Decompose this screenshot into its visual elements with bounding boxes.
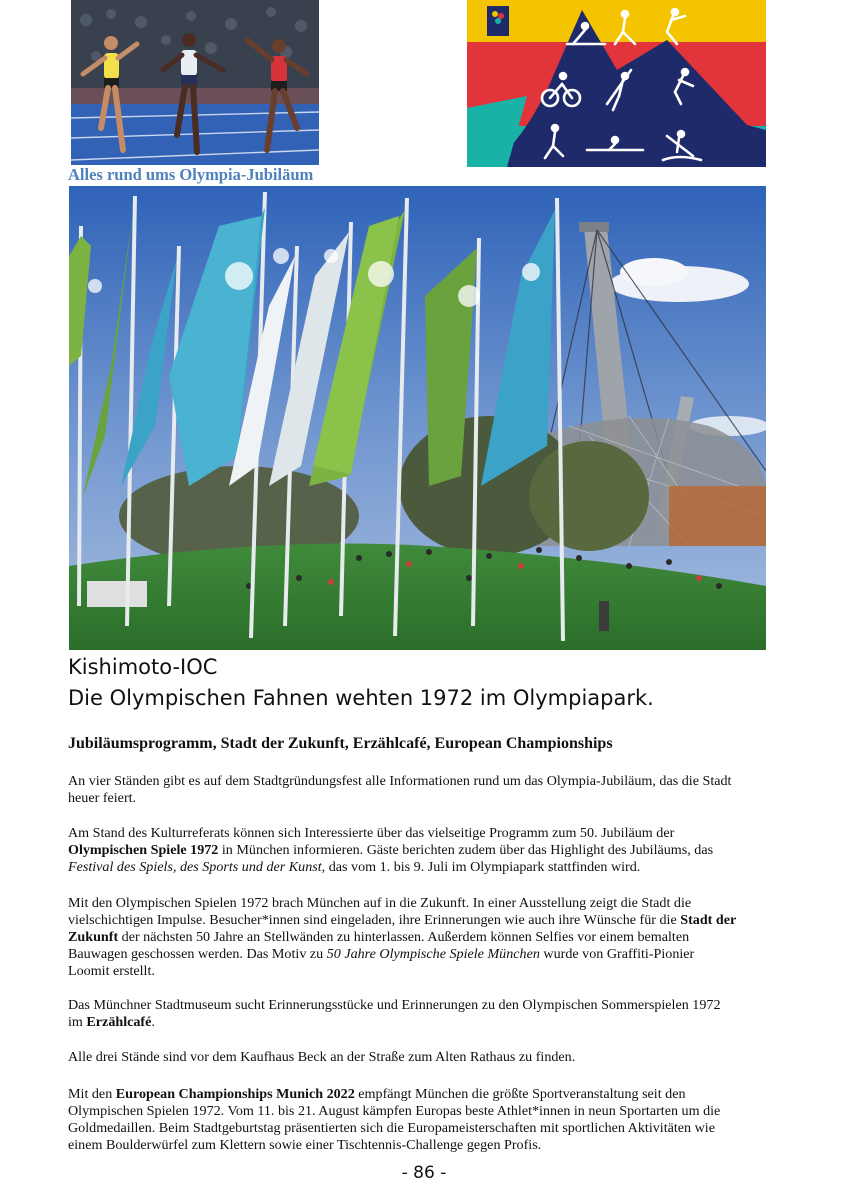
article-title: Jubiläumsprogramm, Stadt der Zukunft, Erzählcafé, European Championships: [68, 735, 613, 752]
olympic-flags-photo: [69, 186, 766, 650]
championships-poster: [467, 0, 766, 167]
paragraph-2-italic: Festival des Spiels, des Sports und der Kunst,: [68, 859, 326, 875]
paragraph-2-text: das vom 1. bis 9. Juli im Olympiapark stattfinden wird.: [325, 859, 641, 875]
caption-credit: Kishimoto-IOC: [68, 655, 218, 679]
photo-caption: [68, 652, 768, 714]
paragraph-1-text: An vier Ständen gibt es auf dem Stadtgründungsfest alle Informationen rund um das Olympia-Jubiläum, das die Stadt heuer feiert.: [68, 773, 732, 806]
page-number: - 86 -: [401, 1163, 447, 1183]
paragraph-1: [68, 773, 738, 807]
caption-text: Die Olympischen Fahnen wehten 1972 im Olympiapark.: [68, 686, 654, 710]
paragraph-3-italic: 50 Jahre Olympische Spiele München: [326, 946, 540, 962]
paragraph-3-bold: Stadt der Zukunft: [68, 912, 736, 945]
paragraph-2-text: in München informieren. Gäste berichten zudem über das Highlight des Jubiläums, das: [218, 842, 714, 858]
paragraph-3: [68, 895, 738, 980]
paragraph-4-bold: Erzählcafé: [86, 1014, 152, 1030]
sprinters-photo: [71, 0, 319, 165]
paragraph-2: [68, 825, 738, 876]
paragraph-4: [68, 997, 738, 1031]
paragraph-3-text: der nächsten 50 Jahre an Stellwänden zu hinterlassen. Außerdem können Selfies vor einem bemalten Bauwagen geschossen werden. Das Motiv zu: [68, 929, 690, 962]
paragraph-2-text: Am Stand des Kulturreferats können sich Interessierte über das vielseitige Programm zum 50. Jubiläum der: [68, 825, 675, 841]
paragraph-3-text: Mit den Olympischen Spielen 1972 brach München auf in die Zukunft. In einer Ausstellung zeigt die Stadt die vielschichtigen Impulse. Besucher*innen sind eingeladen, ihre Erinnerungen wie auch ihre Wünsche für die: [68, 895, 692, 928]
paragraph-6-bold: European Championships Munich 2022: [115, 1086, 355, 1102]
section-heading: Alles rund ums Olympia-Jubiläum: [68, 165, 314, 184]
paragraph-2-bold: Olympischen Spiele 1972: [68, 842, 219, 858]
paragraph-6-text: empfängt München die größte Sportveranstaltung seit den Olympischen Spielen 1972. Vom 11. bis 21. August kämpfen Europas beste Athlet*innen in neun Sportarten um die Goldmedaillen. Beim Stadtgeburtstag präsentierten sich die Europameisterschaften mit sportlichen Aktivitäten wie einem Boulderwürfel zum Klettern sowie einer Tischtennis-Challenge gegen Profis.: [68, 1086, 721, 1153]
paragraph-5-text: Alle drei Stände sind vor dem Kaufhaus Beck an der Straße zum Alten Rathaus zu finden.: [68, 1049, 576, 1065]
paragraph-5: [68, 1049, 738, 1066]
paragraph-3-text: wurde von Graffiti-Pionier Loomit erstellt.: [68, 946, 695, 979]
paragraph-4-text: Das Münchner Stadtmuseum sucht Erinnerungsstücke und Erinnerungen zu den Olympischen Sommerspielen 1972 im: [68, 997, 721, 1030]
paragraph-6: [68, 1086, 738, 1154]
paragraph-4-text: .: [151, 1014, 155, 1030]
paragraph-6-text: Mit den: [68, 1086, 116, 1102]
